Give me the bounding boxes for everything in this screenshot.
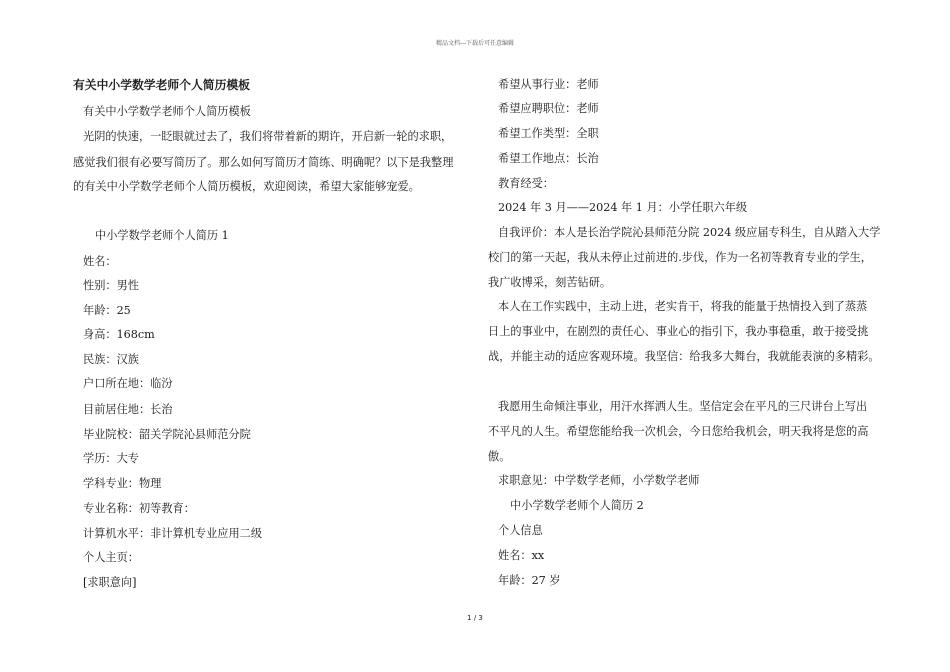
field-line: 毕业院校：韶关学院沁县师范分院 xyxy=(83,428,251,441)
field-line: [求职意向] xyxy=(83,576,137,589)
paragraph-line: 自我评价：本人是长治学院沁县师范分院 2024 级应届专科生，自从踏入大学 xyxy=(498,226,881,239)
field-line: 希望应聘职位：老师 xyxy=(498,102,599,115)
document-title: 有关中小学数学老师个人简历模板 xyxy=(73,78,250,92)
field-line: 2024 年 3 月——2024 年 1 月：小学任职六年级 xyxy=(498,201,748,214)
paragraph-line: 日上的事业中，在剧烈的责任心、事业心的指引下，我办事稳重，敢于接受挑 xyxy=(488,325,869,338)
field-line: 计算机水平：非计算机专业应用二级 xyxy=(83,527,263,540)
field-line: 学科专业：物理 xyxy=(83,477,162,490)
field-line: 个人主页： xyxy=(83,551,139,564)
field-line: 民族：汉族 xyxy=(83,353,139,366)
field-line: 年龄：27 岁 xyxy=(498,574,561,587)
field-line: 年龄：25 xyxy=(83,304,131,317)
section-heading: 中小学数学老师个人简历 1 xyxy=(95,229,229,242)
field-line: 希望工作类型：全职 xyxy=(498,127,599,140)
field-line: 目前居住地：长治 xyxy=(83,403,173,416)
paragraph-line: 傲。 xyxy=(488,450,511,463)
paragraph-line: 的有关中小学数学老师个人简历模板，欢迎阅读，希望大家能够宠爱。 xyxy=(73,180,420,193)
field-line: 姓名：xx xyxy=(498,549,545,562)
field-line: 学历：大专 xyxy=(83,452,139,465)
field-line: 教育经受： xyxy=(498,177,554,190)
field-line: 希望工作地点：长治 xyxy=(498,152,599,165)
paragraph-line: 我广收博采，刻苦钻研。 xyxy=(488,276,612,289)
field-line: 个人信息 xyxy=(498,524,543,537)
paragraph-line: 有关中小学数学老师个人简历模板 xyxy=(83,105,251,118)
field-line: 身高：168cm xyxy=(83,328,155,341)
paragraph-line: 战，并能主动的适应客观环境。我坚信：给我多大舞台，我就能表演的多精彩。 xyxy=(488,350,880,363)
field-line: 求职意见：中学数学老师，小学数学老师 xyxy=(498,474,700,487)
field-line: 姓名： xyxy=(83,255,117,268)
field-line: 户口所在地：临汾 xyxy=(83,377,173,390)
field-line: 专业名称：初等教育： xyxy=(83,502,195,515)
field-line: 希望从事行业：老师 xyxy=(498,78,599,91)
paragraph-line: 不平凡的人生。希望您能给我一次机会，今日您给我机会，明天我将是您的高 xyxy=(488,425,869,438)
paragraph-line: 我愿用生命倾注事业，用汗水挥洒人生。坚信定会在平凡的三尺讲台上写出 xyxy=(498,400,868,413)
paragraph-line: 光阴的快速，一眨眼就过去了，我们将带着新的期许，开启新一轮的求职， xyxy=(83,130,453,143)
paragraph-line: 感觉我们很有必要写简历了。那么如何写简历才简练、明确呢？以下是我整理 xyxy=(73,156,454,169)
field-line: 性别：男性 xyxy=(83,279,139,292)
page-indicator: 1 / 3 xyxy=(467,614,483,622)
section-heading: 中小学数学老师个人简历 2 xyxy=(510,499,644,512)
page-header-note: 精品文档---下载后可任意编辑 xyxy=(435,40,515,47)
paragraph-line: 校门的第一天起，我从未停止过前进的.步伐，作为一名初等教育专业的学生， xyxy=(488,251,872,264)
paragraph-line: 本人在工作实践中，主动上进，老实肯干，将我的能量于热情投入到了蒸蒸 xyxy=(498,300,868,313)
